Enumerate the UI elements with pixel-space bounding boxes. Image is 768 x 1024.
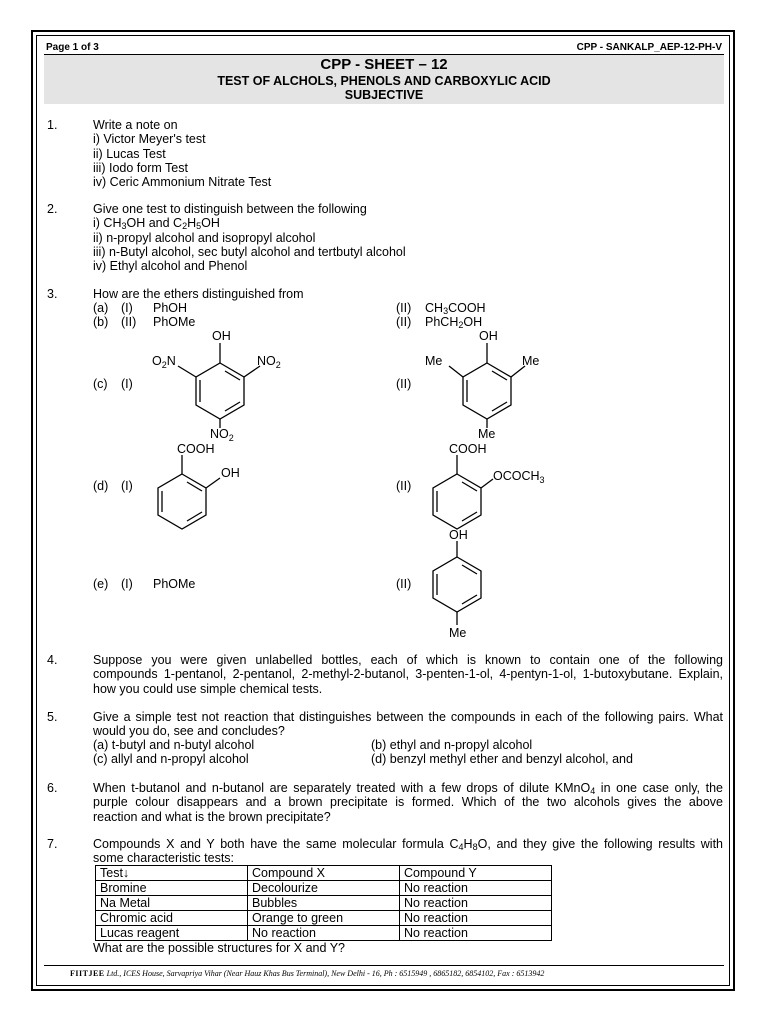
q1-item-4: iv) Ceric Ammonium Nitrate Test [93,175,272,190]
sheet-title: CPP - SHEET – 12 [320,56,448,73]
footer-address: FIITJEE Ltd., ICES House, Sarvapriya Vihar (Near Hauz Khas Bus Terminal), New Delhi - 16, Ph : 6515949 , 6865182, 6854102, Fax : 6513942 [70,969,545,978]
section-label: SUBJECTIVE [344,88,424,102]
cresol-me: Me [449,626,467,640]
table-header-cell: Test↓ [96,866,248,881]
q7-line-2: some characteristic tests: [93,851,235,866]
q5-line-1: Give a simple test not reaction that distinguishes between the compounds in each of the following pairs. What [93,710,723,724]
table-cell: No reaction [400,911,552,926]
table-header-cell: Compound Y [400,866,552,881]
q3d-ii: (II) [396,479,412,493]
table-cell: No reaction [400,926,552,941]
q5-line-2: would you do, see and concludes? [93,724,285,739]
q3b-i: (II) [121,315,137,329]
table-cell: Orange to green [248,911,400,926]
table-cell: Bromine [96,881,248,896]
q1-item-2: ii) Lucas Test [93,146,166,161]
table-cell: Decolourize [248,881,400,896]
salicylic-cooh: COOH [177,442,215,456]
picric-o2n: $O_2N$ [152,354,176,370]
q1-number: 1. [47,118,58,132]
q3d-label: (d) [93,479,109,493]
q3a-i: (I) [121,301,133,315]
footer-brand: FIITJEE [70,969,105,978]
q2-item-3: iii) n-Butyl alcohol, sec butyl alcohol and tertbutyl alcohol [93,244,406,259]
picric-acid-structure [178,343,260,428]
q3a-left: PhOH [153,301,188,315]
table-header-cell: Compound X [248,866,400,881]
table-cell: No reaction [400,881,552,896]
q3-stem: How are the ethers distinguished from [93,287,304,301]
q3c-label: (c) [93,377,108,391]
mesitol-me-right: Me [522,354,540,368]
q3b-label: (b) [93,315,109,329]
q5-option-a: (a) t-butyl and n-butyl alcohol [93,738,255,752]
q6-number: 6. [47,781,58,795]
table-row [96,881,552,896]
q2-item-1: i) $CH_3OH$ and $C_2H_5OH$ [93,216,220,232]
mesitol-me-left: Me [425,354,443,368]
salicylic-oh: OH [221,466,240,480]
q3e-i: (I) [121,577,133,591]
q3e-label: (e) [93,577,109,591]
q4-line-1: Suppose you were given unlabelled bottles, each of which is known to contain one of the following [93,653,723,667]
q3b-left: PhOMe [153,315,196,329]
picric-oh: OH [212,329,231,343]
q1-item-3: iii) Iodo form Test [93,160,188,175]
table-row [96,896,552,911]
sheet-code: CPP - SANKALP_AEP-12-PH-V [576,42,722,53]
q3a-right: $CH_3COOH$ [425,301,486,316]
picric-no2-bottom: $NO_2$ [210,427,234,443]
mesitol-oh: OH [479,329,498,343]
sheet-subtitle: TEST OF ALCHOLS, PHENOLS AND CARBOXYLIC ACID [217,74,551,88]
q2-number: 2. [47,202,58,216]
picric-no2-right: $NO_2$ [257,354,281,370]
q1-item-1: i) Victor Meyer's test [93,132,206,147]
q5-number: 5. [47,710,58,724]
table-row [96,926,552,941]
q5-text [93,710,723,739]
q4-line-3: how you could use simple chemical tests. [93,681,323,696]
p-cresol-structure [433,541,481,625]
q1-stem: Write a note on [93,118,178,132]
q6-text [93,781,723,824]
q6-line-2: purple colour disappears and a brown precipitate is formed. Which of the two alcohols gives the above [93,795,723,810]
q5-option-b: (b) ethyl and n-propyl alcohol [371,738,533,752]
q7-line-1: Compounds X and Y both have the same molecular formula $C_4H_8O$, and they give the following results with [93,837,724,852]
aspirin-cooh: COOH [449,442,487,456]
q5-option-d: (d) benzyl methyl ether and benzyl alcohol, and [371,752,633,766]
table-cell: Chromic acid [96,911,248,926]
table-row [96,911,552,926]
q3a-label: (a) [93,301,109,315]
q2-item-2: ii) n-propyl alcohol and isopropyl alcohol [93,230,316,245]
cresol-oh: OH [449,528,468,542]
page-number: Page 1 of 3 [46,42,99,53]
footer-rule [44,965,724,966]
table-cell: Na Metal [96,896,248,911]
aspirin-ococh3: $OCOCH_3$ [493,469,545,485]
q2-item-4: iv) Ethyl alcohol and Phenol [93,259,248,274]
q3d-i: (I) [121,479,133,493]
q3-number: 3. [47,287,58,301]
q4-line-2: compounds 1-pentanol, 2-pentanol, 2-methyl-2-butanol, 3-penten-1-ol, 4-pentyn-1-ol, 1-butoxybutane. Explain, [93,667,723,682]
q3c-ii: (II) [396,377,412,391]
q4-text [93,653,723,696]
q5-option-c: (c) allyl and n-propyl alcohol [93,752,249,766]
table-cell: Bubbles [248,896,400,911]
table-cell: No reaction [248,926,400,941]
q6-line-1: When t-butanol and n-butanol are separately treated with a few drops of dilute KMnO$_4$ in one case only, the [93,781,723,796]
q7-text [93,837,723,866]
q6-line-3: reaction and what is the brown precipitate? [93,809,331,824]
mesitol-me-bottom: Me [478,427,496,441]
q3e-left: PhOMe [153,577,196,591]
table-cell: No reaction [400,896,552,911]
test-results-table [95,865,552,941]
q2-stem: Give one test to distinguish between the following [93,202,367,216]
table-header-row [96,866,552,881]
table-cell: Lucas reagent [96,926,248,941]
q3b-right: PhCH$_2$OH [425,315,483,330]
salicylic-acid-structure [158,455,220,529]
q3a-ii: (II) [396,301,412,315]
q3b-ii: (II) [396,315,412,329]
q7-number: 7. [47,837,58,851]
q4-number: 4. [47,653,58,667]
mesitol-structure [449,343,525,428]
aspirin-structure [433,455,493,529]
q7-after-table: What are the possible structures for X and Y? [93,941,345,955]
q3e-ii: (II) [396,577,412,591]
q3c-i: (I) [121,377,133,391]
